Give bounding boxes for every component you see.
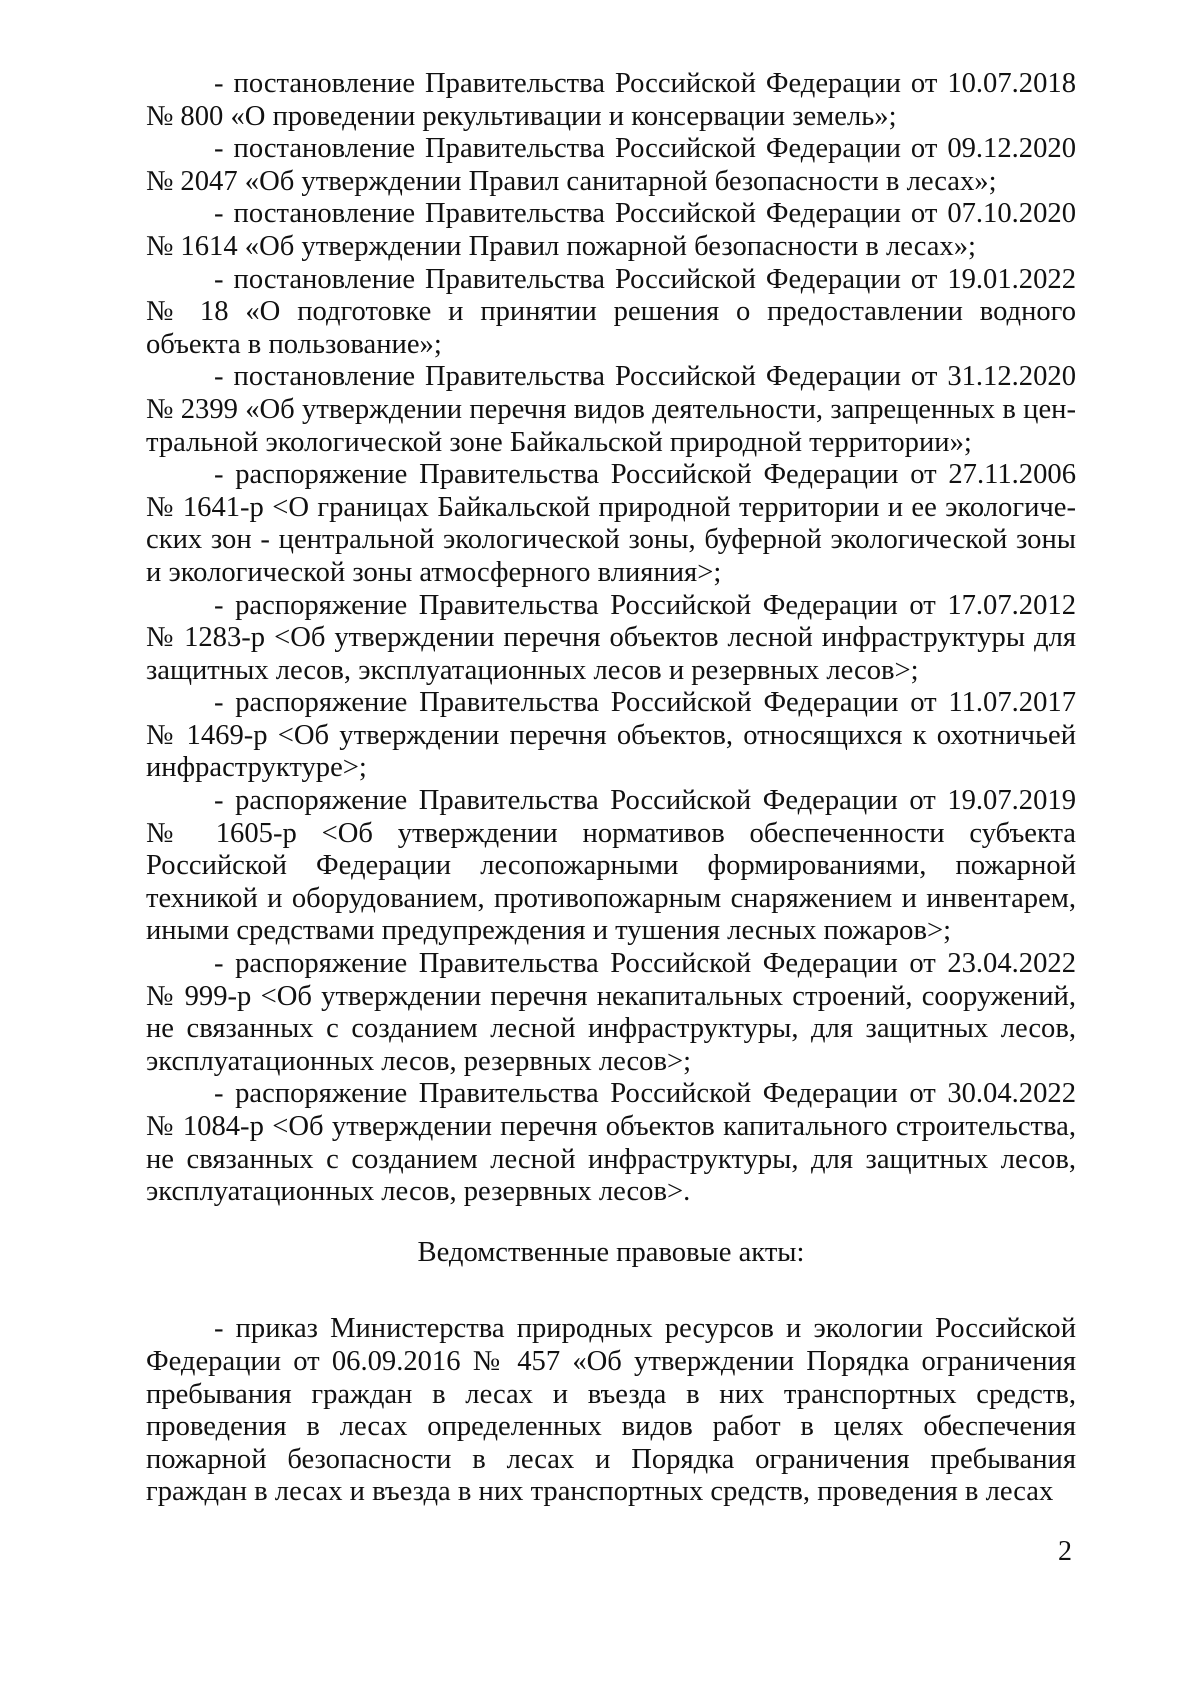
government-act-item: - постановление Правительства Российской Федерации от 19.01.2022 № 18 «О подготовке и принятии решения о предоставлении водного объекта в пользование»; [146,263,1076,360]
page-content [146,68,1076,1509]
government-act-item: - распоряжение Правительства Российской Федерации от 17.07.2012 № 1283-р <Об утверждении перечня объектов лесной инфраструктуры для защитных лесов, эксплуатационных лесов и резервных лесов>; [146,589,1076,686]
page-number: 2 [1058,1536,1072,1567]
government-act-item: - постановление Правительства Российской Федерации от 09.12.2020 № 2047 «Об утверждении Правил санитарной безопасности в лесах»; [146,133,1076,197]
government-act-item: - постановление Правительства Российской Федерации от 31.12.2020 № 2399 «Об утверждении перечня видов деятельности, запрещенных в центральной экологической зоне Байкальской природной территории»; [146,361,1076,458]
government-act-item: - распоряжение Правительства Российской Федерации от 19.07.2019 № 1605-р <Об утверждении нормативов обеспеченности субъекта Российской Федерации лесопожарными формированиями, пожарной техникой и оборудованием, противопожарным снаряжением и инвентарем, иными средствами предупреждения и тушения лесных пожаров>; [146,785,1076,947]
government-act-item: - постановление Правительства Российской Федерации от 07.10.2020 № 1614 «Об утверждении Правил пожарной безопасности в лесах»; [146,198,1076,262]
departmental-act-item: - приказ Министерства природных ресурсов и экологии Российской Федерации от 06.09.2016 № 457 «Об утверждении Порядка ограничения пребывания граждан в лесах и въезда в них транспортных средств, проведения в лесах определенных видов работ в целях обеспечения пожарной безопасности в лесах и Порядка ограничения пребывания граждан в лесах и въезда в них транспортных средств, проведения в лесах [146,1313,1076,1508]
government-act-item: - распоряжение Правительства Российской Федерации от 30.04.2022 № 1084-р <Об утверждении перечня объектов капитального строительства, не связанных с созданием лесной инфраструктуры, для защитных лесов, эксплуатационных лесов, резервных лесов>. [146,1078,1076,1208]
government-act-item: - постановление Правительства Российской Федерации от 10.07.2018 № 800 «О проведении рекультивации и консервации земель»; [146,68,1076,132]
government-act-item: - распоряжение Правительства Российской Федерации от 27.11.2006 № 1641-р <О границах Байкальской природной территории и ее экологических зон - центральной экологической зоны, буферной экологической зоны и экологической зоны атмосферного влияния>; [146,459,1076,588]
government-act-item: - распоряжение Правительства Российской Федерации от 11.07.2017 № 1469-р <Об утверждении перечня объектов, относящихся к охотничьей инфраструктуре>; [146,687,1076,784]
government-act-item: - распоряжение Правительства Российской Федерации от 23.04.2022 № 999-р <Об утверждении перечня некапитальных строений, сооружений, не связанных с созданием лесной инфраструктуры, для защитных лесов, эксплуатационных лесов, резервных лесов>; [146,948,1076,1077]
section-heading: Ведомственные правовые акты: [417,1236,805,1268]
